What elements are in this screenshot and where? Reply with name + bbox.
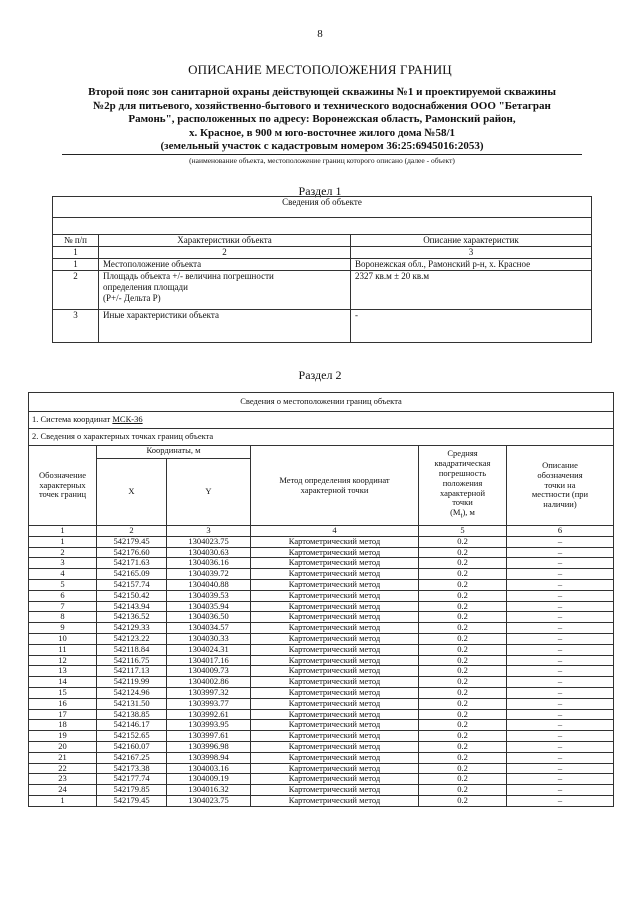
table-row [29, 547, 614, 558]
points-body [29, 536, 614, 806]
point-error: 0.2 [419, 677, 507, 688]
point-method: Картометрический метод [251, 569, 419, 580]
point-x: 542129.33 [97, 623, 167, 634]
coordinate-system [29, 412, 614, 429]
point-error: 0.2 [419, 785, 507, 796]
header-line: местности (при [531, 489, 589, 500]
error-unit-close: ), м [462, 507, 475, 518]
col-error-header [419, 446, 507, 526]
spacer-row [53, 218, 592, 235]
header-line: положения [442, 477, 483, 488]
point-id: 24 [29, 785, 97, 796]
row-desc: - [351, 310, 592, 343]
system-row [29, 412, 614, 429]
point-desc: – [507, 774, 614, 785]
point-x: 542138.85 [97, 709, 167, 720]
point-error: 0.2 [419, 633, 507, 644]
point-x: 542177.74 [97, 774, 167, 785]
point-x: 542179.45 [97, 795, 167, 806]
point-y: 1304036.16 [167, 558, 251, 569]
point-y: 1304039.72 [167, 569, 251, 580]
header-line: характерных [39, 479, 86, 490]
point-method: Картометрический метод [251, 644, 419, 655]
table-row [29, 536, 614, 547]
point-y: 1303997.32 [167, 687, 251, 698]
coordinate-system-prefix: 1. Система координат [32, 414, 113, 425]
point-method: Картометрический метод [251, 731, 419, 742]
point-desc: – [507, 741, 614, 752]
table-header-row [53, 197, 592, 218]
point-x: 542176.60 [97, 547, 167, 558]
point-error: 0.2 [419, 795, 507, 806]
table-row [53, 310, 592, 343]
point-method: Картометрический метод [251, 741, 419, 752]
object-title [62, 86, 582, 154]
point-x: 542123.22 [97, 633, 167, 644]
point-id: 6 [29, 590, 97, 601]
header-line: наличии) [543, 499, 577, 510]
table-row [29, 623, 614, 634]
point-y: 1304034.57 [167, 623, 251, 634]
point-id: 4 [29, 569, 97, 580]
error-unit-open: (М [450, 507, 461, 518]
point-id: 21 [29, 752, 97, 763]
index-cell: 4 [251, 526, 419, 537]
point-id: 17 [29, 709, 97, 720]
table-row [29, 644, 614, 655]
point-desc: – [507, 590, 614, 601]
header-line: погрешность [438, 467, 487, 478]
row-char-line: определения площади [103, 282, 188, 292]
col-desc-header [507, 446, 614, 526]
point-x: 542152.65 [97, 731, 167, 742]
table-row [29, 569, 614, 580]
point-id: 8 [29, 612, 97, 623]
header-line: обозначения [537, 469, 583, 480]
point-x: 542171.63 [97, 558, 167, 569]
point-error: 0.2 [419, 623, 507, 634]
error-unit-sub: t [460, 511, 463, 520]
table-row [29, 785, 614, 796]
table-row [29, 795, 614, 806]
point-error: 0.2 [419, 558, 507, 569]
object-title-line: х. Красное, в 900 м юго-восточнее жилого дома №58/1 [188, 126, 456, 139]
coordinate-system-name: МСК-36 [112, 414, 143, 425]
point-method: Картометрический метод [251, 666, 419, 677]
point-method: Картометрический метод [251, 709, 419, 720]
point-desc: – [507, 731, 614, 742]
table-row [29, 741, 614, 752]
row-char-line: (Р+/- Дельта Р) [103, 293, 161, 303]
object-title-line: Рамонь", расположенных по адресу: Воронежская область, Рамонский район, [128, 113, 516, 125]
point-id: 7 [29, 601, 97, 612]
point-x: 542179.45 [97, 536, 167, 547]
point-y: 1304002.86 [167, 677, 251, 688]
point-id: 13 [29, 666, 97, 677]
point-method: Картометрический метод [251, 785, 419, 796]
point-id: 22 [29, 763, 97, 774]
point-error: 0.2 [419, 590, 507, 601]
row-char: Местоположение объекта [99, 259, 351, 271]
point-id: 20 [29, 741, 97, 752]
point-x: 542173.38 [97, 763, 167, 774]
point-desc: – [507, 720, 614, 731]
point-method: Картометрический метод [251, 547, 419, 558]
point-desc: – [507, 763, 614, 774]
point-desc: – [507, 795, 614, 806]
header-line: характерной [439, 487, 486, 498]
point-id: 1 [29, 536, 97, 547]
point-desc: – [507, 698, 614, 709]
index-cell: 2 [97, 526, 167, 537]
point-method: Картометрический метод [251, 687, 419, 698]
point-x: 542117.13 [97, 666, 167, 677]
index-cell: 1 [53, 247, 99, 259]
table-row [29, 763, 614, 774]
header-line: Обозначение [39, 469, 86, 480]
point-id: 3 [29, 558, 97, 569]
table-row [29, 655, 614, 666]
point-error: 0.2 [419, 644, 507, 655]
point-y: 1303992.61 [167, 709, 251, 720]
object-info-header: Сведения об объекте [53, 197, 592, 218]
row-num: 2 [53, 271, 99, 310]
object-info-table [52, 196, 592, 343]
point-method: Картометрический метод [251, 590, 419, 601]
point-id: 15 [29, 687, 97, 698]
point-error: 0.2 [419, 601, 507, 612]
point-id: 16 [29, 698, 97, 709]
point-x: 542131.50 [97, 698, 167, 709]
object-title-line: №2р для питьевого, хозяйственно-бытового и технического водоснабжения ООО "Бетагран [93, 99, 551, 112]
page-number: 8 [317, 28, 323, 40]
point-desc: – [507, 687, 614, 698]
point-error: 0.2 [419, 687, 507, 698]
header-line: точек границ [38, 489, 87, 500]
table-row [29, 666, 614, 677]
table-row [29, 558, 614, 569]
point-x: 542124.96 [97, 687, 167, 698]
index-cell: 2 [99, 247, 351, 259]
point-desc: – [507, 536, 614, 547]
table-row [29, 752, 614, 763]
point-error: 0.2 [419, 731, 507, 742]
point-x: 542150.42 [97, 590, 167, 601]
point-x: 542116.75 [97, 655, 167, 666]
point-y: 1303998.94 [167, 752, 251, 763]
point-y: 1304030.33 [167, 633, 251, 644]
table-row [29, 590, 614, 601]
index-cell: 1 [29, 526, 97, 537]
point-desc: – [507, 547, 614, 558]
points-header-row [29, 429, 614, 446]
point-error: 0.2 [419, 579, 507, 590]
point-method: Картометрический метод [251, 698, 419, 709]
point-desc: – [507, 601, 614, 612]
object-title-line: Второй пояс зон санитарной охраны действующей скважины №1 и проектируемой скважины [88, 86, 556, 98]
index-row [29, 526, 614, 537]
column-header-row [29, 446, 614, 459]
section2-title: Раздел 2 [298, 368, 342, 382]
point-y: 1303993.95 [167, 720, 251, 731]
point-desc: – [507, 655, 614, 666]
point-method: Картометрический метод [251, 633, 419, 644]
table-row [29, 633, 614, 644]
point-error: 0.2 [419, 655, 507, 666]
point-method: Картометрический метод [251, 752, 419, 763]
table-row [53, 271, 592, 310]
point-method: Картометрический метод [251, 677, 419, 688]
point-desc: – [507, 569, 614, 580]
point-y: 1303993.77 [167, 698, 251, 709]
row-char: Иные характеристики объекта [99, 310, 351, 343]
point-error: 0.2 [419, 752, 507, 763]
point-method: Картометрический метод [251, 601, 419, 612]
row-desc: 2327 кв.м ± 20 кв.м [351, 271, 592, 310]
point-y: 1304040.88 [167, 579, 251, 590]
point-id: 2 [29, 547, 97, 558]
index-cell: 3 [351, 247, 592, 259]
point-error: 0.2 [419, 547, 507, 558]
point-method: Картометрический метод [251, 623, 419, 634]
point-x: 542146.17 [97, 720, 167, 731]
point-desc: – [507, 623, 614, 634]
header-line: Описание [542, 460, 578, 470]
point-id: 19 [29, 731, 97, 742]
column-header-row [53, 235, 592, 247]
table-row [29, 709, 614, 720]
col-x-header: X [97, 459, 167, 526]
point-y: 1304009.73 [167, 666, 251, 677]
table-row [53, 259, 592, 271]
main-title: ОПИСАНИЕ МЕСТОПОЛОЖЕНИЯ ГРАНИЦ [188, 62, 452, 77]
point-y: 1304016.32 [167, 785, 251, 796]
col-coords-header: Координаты, м [97, 446, 251, 459]
table-row [29, 687, 614, 698]
point-method: Картометрический метод [251, 795, 419, 806]
point-id: 1 [29, 795, 97, 806]
row-num: 3 [53, 310, 99, 343]
point-y: 1304036.50 [167, 612, 251, 623]
row-char [99, 271, 351, 310]
row-char-line: Площадь объекта +/- величина погрешности [103, 271, 274, 281]
point-error: 0.2 [419, 709, 507, 720]
point-error: 0.2 [419, 569, 507, 580]
point-desc: – [507, 709, 614, 720]
header-line: квадратическая [434, 458, 491, 469]
section1-title: Раздел 1 [298, 184, 342, 198]
col-num-header: № п/п [53, 235, 99, 247]
point-x: 542119.99 [97, 677, 167, 688]
point-id: 18 [29, 720, 97, 731]
object-title-underline [62, 154, 582, 155]
table-row [29, 720, 614, 731]
point-error: 0.2 [419, 720, 507, 731]
boundary-points-table [28, 392, 614, 807]
header-line: точки на [544, 479, 576, 490]
point-method: Картометрический метод [251, 774, 419, 785]
table-row [29, 698, 614, 709]
col-desc-header: Описание характеристик [351, 235, 592, 247]
point-id: 23 [29, 774, 97, 785]
row-num: 1 [53, 259, 99, 271]
point-y: 1304024.31 [167, 644, 251, 655]
table-row [29, 612, 614, 623]
point-id: 5 [29, 579, 97, 590]
table-row [29, 774, 614, 785]
point-error: 0.2 [419, 774, 507, 785]
point-desc: – [507, 666, 614, 677]
index-cell: 3 [167, 526, 251, 537]
index-cell: 6 [507, 526, 614, 537]
point-x: 542165.09 [97, 569, 167, 580]
point-x: 542157.74 [97, 579, 167, 590]
point-method: Картометрический метод [251, 720, 419, 731]
point-y: 1304009.19 [167, 774, 251, 785]
point-method: Картометрический метод [251, 655, 419, 666]
point-error: 0.2 [419, 763, 507, 774]
point-y: 1304023.75 [167, 536, 251, 547]
header-line: Средняя [447, 448, 478, 459]
point-desc: – [507, 677, 614, 688]
point-id: 10 [29, 633, 97, 644]
point-error: 0.2 [419, 536, 507, 547]
point-y: 1304030.63 [167, 547, 251, 558]
boundary-header: Сведения о местоположении границ объекта [29, 393, 614, 412]
point-id: 9 [29, 623, 97, 634]
point-desc: – [507, 785, 614, 796]
table-row [29, 677, 614, 688]
col-y-header: Y [167, 459, 251, 526]
header-line: Метод определения координат [279, 474, 390, 485]
point-error: 0.2 [419, 741, 507, 752]
object-caption: (наименование объекта, местоположение границ которого описано (далее - объект) [189, 156, 455, 165]
point-id: 12 [29, 655, 97, 666]
point-id: 14 [29, 677, 97, 688]
point-y: 1304039.53 [167, 590, 251, 601]
point-x: 542136.52 [97, 612, 167, 623]
col-point-header [29, 446, 97, 526]
point-x: 542167.25 [97, 752, 167, 763]
point-desc: – [507, 644, 614, 655]
row-desc: Воронежская обл., Рамонский р-н, х. Красное [351, 259, 592, 271]
point-method: Картометрический метод [251, 763, 419, 774]
point-y: 1304023.75 [167, 795, 251, 806]
table-row [29, 579, 614, 590]
col-method-header [251, 446, 419, 526]
table-row [29, 601, 614, 612]
index-cell: 5 [419, 526, 507, 537]
point-y: 1303997.61 [167, 731, 251, 742]
point-x: 542118.84 [97, 644, 167, 655]
point-method: Картометрический метод [251, 612, 419, 623]
point-x: 542160.07 [97, 741, 167, 752]
table-header-row [29, 393, 614, 412]
point-desc: – [507, 633, 614, 644]
index-row [53, 247, 592, 259]
points-header: 2. Сведения о характерных точках границ объекта [29, 429, 614, 446]
point-error: 0.2 [419, 612, 507, 623]
object-title-line: (земельный участок с кадастровым номером 36:25:6945016:2053) [160, 140, 484, 152]
point-desc: – [507, 752, 614, 763]
header-line: точки [452, 497, 473, 508]
point-y: 1303996.98 [167, 741, 251, 752]
point-desc: – [507, 558, 614, 569]
point-desc: – [507, 612, 614, 623]
col-char-header: Характеристики объекта [99, 235, 351, 247]
point-y: 1304035.94 [167, 601, 251, 612]
point-error: 0.2 [419, 698, 507, 709]
point-desc: – [507, 579, 614, 590]
spacer-cell [53, 218, 592, 235]
point-x: 542179.85 [97, 785, 167, 796]
point-y: 1304003.16 [167, 763, 251, 774]
point-method: Картометрический метод [251, 558, 419, 569]
point-error: 0.2 [419, 666, 507, 677]
table-row [29, 731, 614, 742]
point-method: Картометрический метод [251, 579, 419, 590]
header-line: характерной точки [300, 484, 369, 495]
point-id: 11 [29, 644, 97, 655]
point-y: 1304017.16 [167, 655, 251, 666]
point-x: 542143.94 [97, 601, 167, 612]
header-line [422, 508, 503, 521]
point-method: Картометрический метод [251, 536, 419, 547]
